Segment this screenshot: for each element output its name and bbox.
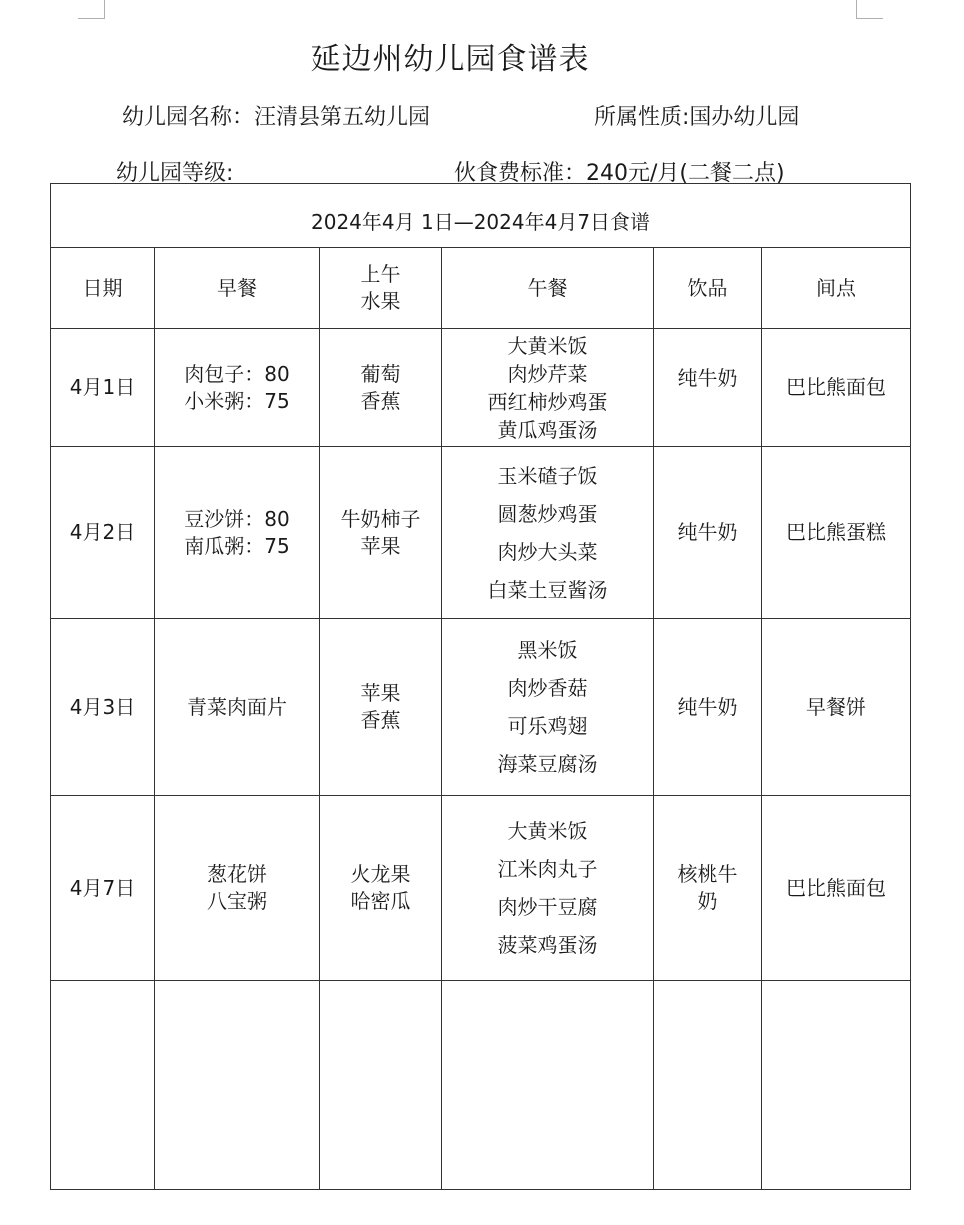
fruit-cell — [320, 329, 442, 447]
empty-cell — [155, 981, 320, 1190]
fruit-item: 苹果 — [360, 533, 401, 558]
date-cell: 4月3日 — [51, 619, 155, 796]
drink-cell — [654, 796, 762, 981]
breakfast-item: 葱花饼 — [207, 862, 267, 886]
lunch-cell — [442, 796, 654, 981]
table-row — [51, 447, 911, 619]
empty-cell — [654, 981, 762, 1190]
header-breakfast: 早餐 — [155, 248, 320, 329]
drink-item: 纯牛奶 — [677, 520, 738, 544]
lunch-item: 肉炒芹菜 — [507, 361, 588, 386]
fruit-item: 牛奶柿子 — [340, 506, 421, 531]
date-cell: 4月2日 — [51, 447, 155, 619]
drink-cell — [654, 447, 762, 619]
empty-cell — [442, 981, 654, 1190]
drink-cell — [654, 619, 762, 796]
fruit-cell — [320, 447, 442, 619]
menu-period: 2024年4月 1日—2024年4月7日食谱 — [51, 184, 911, 248]
lunch-cell — [442, 619, 654, 796]
breakfast-cell — [155, 619, 320, 796]
header-snack: 间点 — [762, 248, 911, 329]
header-fruit — [320, 248, 442, 329]
drink-item: 纯牛奶 — [677, 366, 738, 390]
empty-cell — [320, 981, 442, 1190]
fruit-cell — [320, 619, 442, 796]
snack-cell: 巴比熊面包 — [762, 796, 911, 981]
lunch-item: 肉炒香菇 — [507, 676, 588, 700]
lunch-item: 黑米饭 — [517, 638, 578, 662]
fruit-item: 葡萄 — [360, 361, 401, 386]
empty-cell — [762, 981, 911, 1190]
table-row — [51, 619, 911, 796]
lunch-cell — [442, 329, 654, 447]
fruit-cell — [320, 796, 442, 981]
empty-cell — [51, 981, 155, 1190]
kindergarten-name: 幼儿园名称：汪清县第五幼儿园 — [122, 105, 431, 130]
table-row — [51, 796, 911, 981]
lunch-item: 玉米碴子饭 — [497, 463, 598, 488]
breakfast-item: 肉包子：80 — [184, 361, 290, 386]
header-date: 日期 — [51, 248, 155, 329]
snack-cell: 巴比熊蛋糕 — [762, 447, 911, 619]
date-cell: 4月1日 — [51, 329, 155, 447]
header-drink: 饮品 — [654, 248, 762, 329]
lunch-cell — [442, 447, 654, 619]
menu-table — [50, 183, 911, 1190]
lunch-item: 菠菜鸡蛋汤 — [497, 933, 598, 957]
snack-cell: 巴比熊面包 — [762, 329, 911, 447]
lunch-item: 海菜豆腐汤 — [497, 752, 598, 776]
lunch-item: 西红柿炒鸡蛋 — [487, 389, 608, 414]
period-row — [51, 184, 911, 248]
corner-mark-right — [856, 0, 883, 19]
lunch-item: 圆葱炒鸡蛋 — [497, 501, 598, 526]
drink-cell — [654, 329, 762, 447]
breakfast-cell — [155, 447, 320, 619]
drink-item: 奶 — [697, 889, 718, 913]
drink-item: 纯牛奶 — [677, 694, 738, 719]
lunch-item: 大黄米饭 — [507, 819, 588, 843]
fruit-item: 苹果 — [360, 681, 401, 705]
table-row — [51, 329, 911, 447]
lunch-item: 肉炒大头菜 — [497, 539, 598, 564]
snack-cell: 早餐饼 — [762, 619, 911, 796]
page-title: 延边州幼儿园食谱表 — [310, 42, 590, 77]
lunch-item: 黄瓜鸡蛋汤 — [497, 417, 598, 442]
meal-fee-standard: 伙食费标准：240元/月(二餐二点) — [454, 161, 785, 186]
drink-item: 核桃牛 — [677, 862, 738, 886]
header-fruit-line1: 上午 — [360, 262, 401, 286]
header-fruit-line2: 水果 — [360, 289, 401, 313]
lunch-item: 白菜土豆酱汤 — [487, 577, 608, 602]
fruit-item: 火龙果 — [350, 862, 411, 886]
breakfast-item: 八宝粥 — [207, 889, 267, 913]
kindergarten-level: 幼儿园等级: — [116, 161, 234, 186]
header-row — [51, 248, 911, 329]
breakfast-item: 小米粥：75 — [184, 388, 290, 413]
fruit-item: 香蕉 — [360, 708, 401, 732]
kindergarten-nature: 所属性质:国办幼儿园 — [594, 105, 800, 130]
fruit-item: 香蕉 — [360, 388, 401, 413]
lunch-item: 可乐鸡翅 — [507, 714, 588, 738]
lunch-item: 江米肉丸子 — [497, 857, 598, 881]
fruit-item: 哈密瓜 — [350, 889, 411, 913]
breakfast-cell — [155, 796, 320, 981]
breakfast-item: 南瓜粥：75 — [184, 533, 290, 558]
lunch-item: 肉炒干豆腐 — [497, 895, 598, 919]
breakfast-item: 青菜肉面片 — [187, 694, 287, 719]
lunch-item: 大黄米饭 — [507, 333, 588, 358]
breakfast-cell — [155, 329, 320, 447]
date-cell: 4月7日 — [51, 796, 155, 981]
empty-row — [51, 981, 911, 1190]
header-lunch: 午餐 — [442, 248, 654, 329]
breakfast-item: 豆沙饼：80 — [184, 506, 290, 531]
corner-mark-left — [78, 0, 105, 19]
